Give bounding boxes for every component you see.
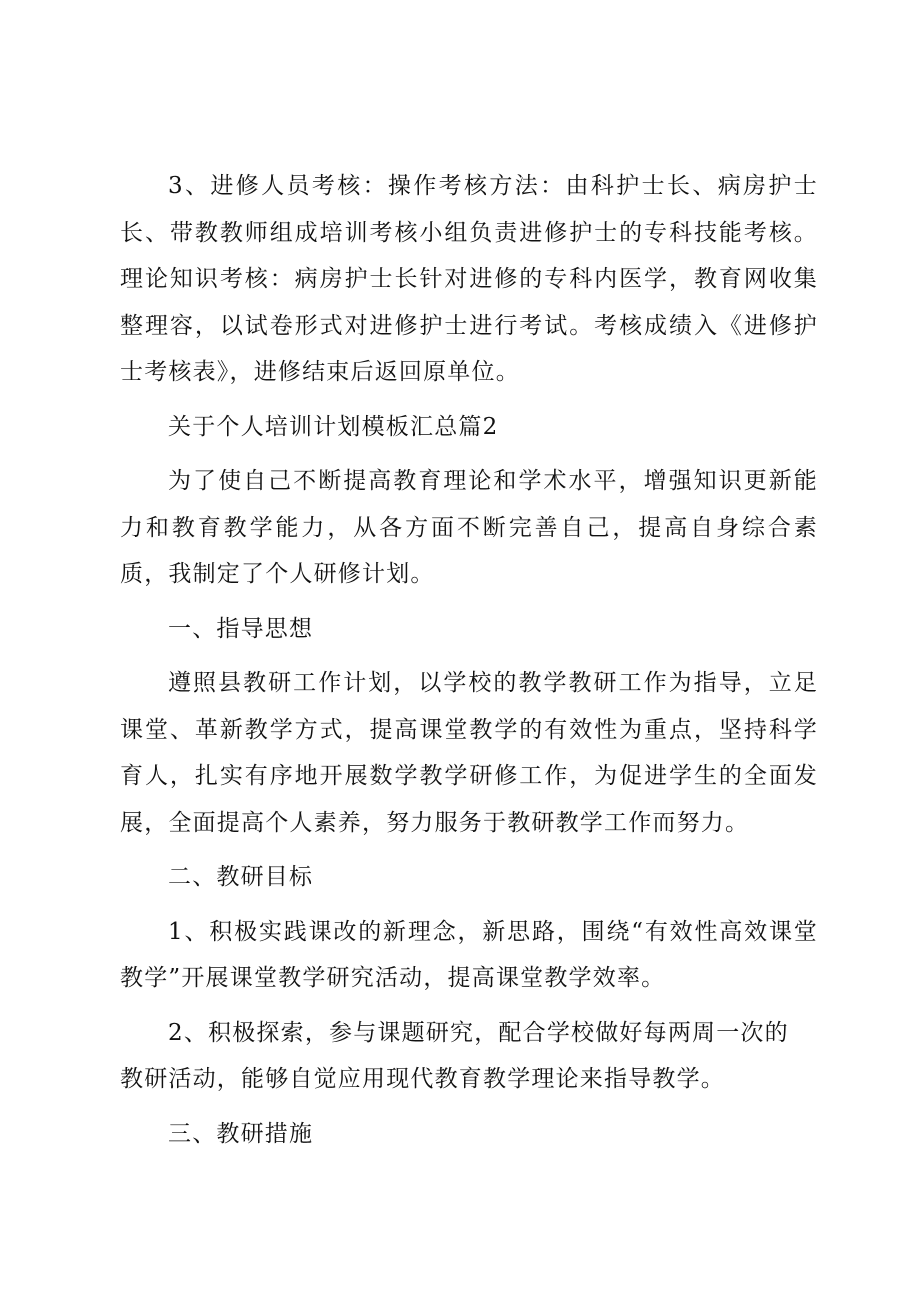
paragraph-assessment: 3、进修人员考核：操作考核方法：由科护士长、病房护士长、带教教师组成培训考核小组负责进修护士的专科技能考核。理论知识考核：病房护士长针对进修的专科内医学，教育网收集整理容，以试卷形式对进修护士进行考试。考核成绩入《进修护士考核表》，进修结束后返回原单位。	[120, 173, 818, 385]
paragraph-intro: 为了使自己不断提高教育理论和学术水平，增强知识更新能力和教育教学能力，从各方面不断完善自己，提高自身综合素质，我制定了个人研修计划。	[120, 468, 818, 587]
section-title: 关于个人培训计划模板汇总篇2	[168, 413, 499, 440]
paragraph-goal-1: 1、积极实践课改的新理念，新思路，围绕“有效性高效课堂教学”开展课堂教学研究活动，提高课堂教学效率。	[120, 918, 818, 991]
paragraph-goal-2	[120, 1010, 818, 1103]
document-body	[120, 163, 818, 1157]
heading-guiding-ideology: 一、指导思想	[168, 615, 314, 642]
paragraph-guiding-ideology: 遵照县教研工作计划，以学校的教学教研工作为指导，立足课堂、革新教学方式，提高课堂教学的有效性为重点，坚持科学育人，扎实有序地开展数学教学研修工作，为促进学生的全面发展，全面提高个人素养，努力服务于教研教学工作而努力。	[120, 670, 818, 836]
heading-research-measures: 三、教研措施	[168, 1120, 314, 1147]
paragraph-goal-2-line-2: 教研活动，能够自觉应用现代教育教学理论来指导教学。	[120, 1066, 725, 1092]
paragraph-goal-2-line-1: 2、积极探索，参与课题研究，配合学校做好每两周一次的	[168, 1019, 789, 1046]
heading-research-goals: 二、教研目标	[168, 864, 314, 890]
